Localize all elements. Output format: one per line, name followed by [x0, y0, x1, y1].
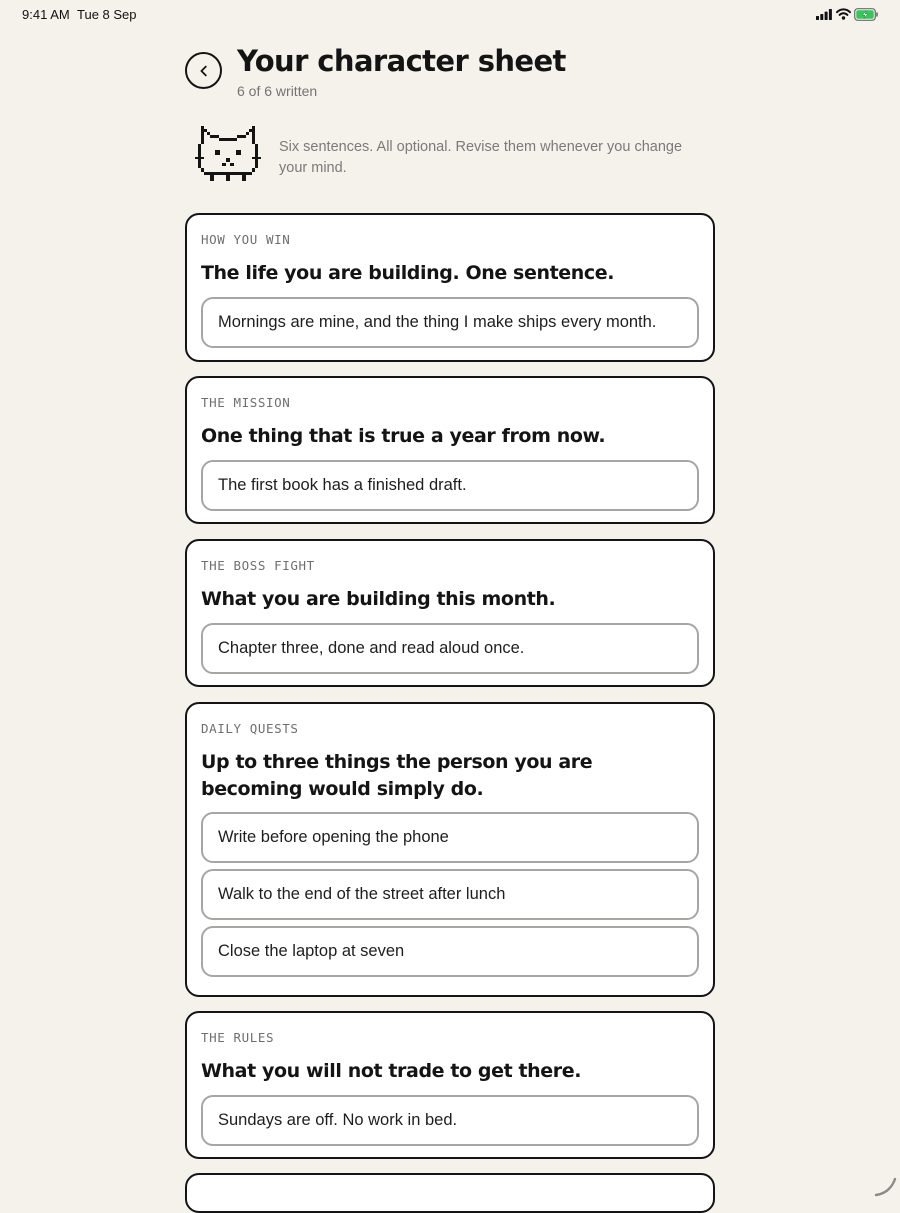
status-time: 9:41 AM: [22, 7, 70, 22]
answer-field[interactable]: Walk to the end of the street after lunch: [201, 869, 699, 920]
card-label: THE BOSS FIGHT: [201, 558, 315, 573]
card-question: One thing that is true a year from now.: [201, 425, 606, 447]
card-question: Up to three things the person you are becoming would simply do.: [201, 751, 593, 800]
card-label: HOW YOU WIN: [201, 232, 291, 247]
battery-charging-icon: [854, 8, 878, 21]
status-date: Tue 8 Sep: [77, 7, 137, 22]
card-the-rules: [185, 1011, 715, 1159]
card-daily-quests: [185, 702, 715, 997]
card-question: The life you are building. One sentence.: [201, 262, 615, 284]
card-question: What you will not trade to get there.: [201, 1060, 582, 1082]
progress-count: 6 of 6 written: [237, 83, 318, 99]
card-question: What you are building this month.: [201, 588, 556, 610]
answer-field[interactable]: Sundays are off. No work in bed.: [201, 1095, 699, 1146]
answer-field[interactable]: Chapter three, done and read aloud once.: [201, 623, 699, 674]
answer-field[interactable]: Close the laptop at seven: [201, 926, 699, 977]
card-label: DAILY QUESTS: [201, 721, 299, 736]
back-button[interactable]: [185, 52, 222, 89]
pixel-cat-icon: [195, 124, 261, 184]
intro-text: Six sentences. All optional. Revise them whenever you change your mind.: [279, 139, 683, 176]
card-the-boss-fight: [185, 539, 715, 687]
wifi-icon: [836, 8, 851, 20]
card-the-mission: [185, 376, 715, 524]
answer-field[interactable]: The first book has a finished draft.: [201, 460, 699, 511]
chevron-left-icon: [197, 64, 211, 78]
resize-corner-icon[interactable]: [874, 1174, 898, 1198]
answer-field[interactable]: Write before opening the phone: [201, 812, 699, 863]
intro-section: [195, 124, 715, 186]
status-bar: [0, 0, 900, 30]
page-title: Your character sheet: [237, 44, 566, 78]
next-card-preview: [185, 1173, 715, 1213]
cellular-signal-icon: [816, 9, 832, 20]
card-how-you-win: [185, 213, 715, 362]
card-label: THE MISSION: [201, 395, 291, 410]
page-header: [185, 44, 725, 104]
answer-field[interactable]: Mornings are mine, and the thing I make ships every month.: [201, 297, 699, 348]
card-label: THE RULES: [201, 1030, 275, 1045]
